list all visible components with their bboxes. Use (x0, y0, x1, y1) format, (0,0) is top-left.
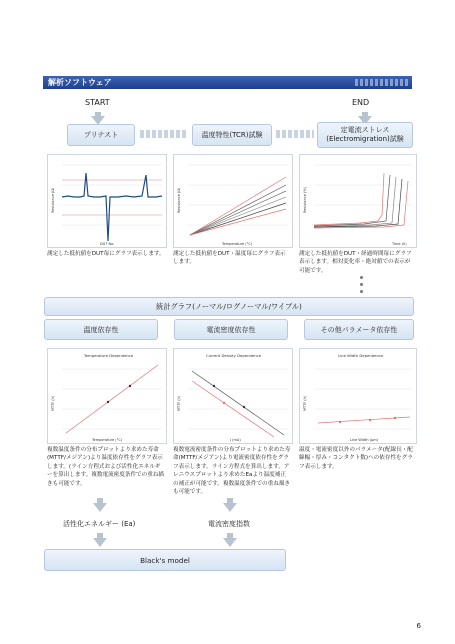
chart-line-width-dependence-svg (300, 349, 416, 443)
flow-box-em-label: 定電流ストレス (Electromigration)試験 (326, 126, 404, 143)
chart-temperature-dependence-svg (48, 349, 166, 443)
end-label: END (352, 98, 370, 107)
chart-tcr (173, 154, 293, 248)
start-label: START (85, 98, 110, 107)
flow-box-current-dependence (174, 319, 288, 340)
data-point (223, 402, 225, 404)
arrow-to-ea (93, 503, 107, 512)
caption-temperature-dependence: 複数温度条件の分布プロットより求めた寿命(MTTF/メジアン)より温度依存性をグラフ表示します。(ライン方程式および活性化エネルギーを算出します。複数電流密度条件での重ね描きも可能です。 (47, 447, 165, 487)
flow-box-pretest-label: プリテスト (83, 131, 119, 139)
fit-line-1 (192, 371, 284, 435)
stat-graph-banner (44, 297, 414, 316)
data-point (394, 417, 396, 419)
data-point (107, 401, 109, 403)
chart-current-density-dependence-title: Current Density Dependence (206, 353, 262, 358)
chart-line-width-dependence-ylabel: MTTF (h) (303, 395, 307, 411)
caption-current-density-dependence: 複数電流密度条件の分布プロットより求めた寿命(MTTF/メジアン)より電流密度依存性をグラフ表示します。ライン方程式を算出します。アレニウスプロットより求めたEaより温度補正の補正が可能です。複数温度条件での重ね描きも可能です。 (173, 447, 291, 496)
fit-line (66, 365, 158, 433)
em-series (314, 173, 408, 228)
flow-box-other-dependence-label: その他パラメータ依存性 (320, 325, 398, 334)
flow-box-tcr (192, 124, 272, 146)
continuation-dot-2 (360, 283, 363, 286)
chart-temperature-dependence-title: Temperature Dependence (84, 353, 134, 358)
data-point (213, 385, 215, 387)
chart-tcr-ylabel: Resistance (Ω) (177, 187, 181, 213)
fit-line (318, 417, 410, 423)
chart-pretest-ylabel: Resistance (Ω) (51, 187, 55, 213)
caption-tcr: 測定した抵抗値をDUT・温度毎にグラフ表示します。 (173, 251, 286, 266)
chart-temperature-dependence-xlabel: Temperature (°C) (92, 438, 123, 442)
chart-em (299, 154, 417, 248)
section-title: 解析ソフトウェア (48, 78, 112, 87)
stat-graph-banner-label: 統計グラフ(ノーマル/ログノーマル/ワイブル) (156, 301, 302, 311)
chart-current-density-dependence-svg (174, 349, 292, 443)
data-point (369, 419, 371, 421)
flow-box-temp-dependence-label: 温度依存性 (83, 325, 119, 334)
flow-box-other-dependence (304, 319, 414, 340)
flow-box-tcr-label: 温度特性(TCR)試験 (201, 131, 263, 139)
result-activation-energy: 活性化エネルギー (Ea) (63, 520, 136, 528)
chart-em-svg (300, 155, 416, 247)
chart-tcr-xlabel: Temperature (°C) (222, 242, 253, 246)
continuation-dot-1 (360, 276, 363, 279)
chart-pretest (47, 154, 167, 248)
caption-line-width-dependence: 温度・電流密度以外のパラメータ(配線長・配線幅・厚み・コンタクト数)への依存性をグラフ表示します。 (299, 447, 413, 470)
flow-box-temp-dependence (44, 319, 158, 340)
data-point (339, 421, 341, 423)
flow-box-em (317, 122, 413, 148)
tcr-series (190, 177, 286, 235)
chart-em-ylabel: Resistance (%) (303, 186, 307, 213)
chart-line-width-dependence-xlabel: Line Width (μm) (350, 438, 379, 442)
arrow-to-black-2 (223, 538, 237, 547)
chart-temperature-dependence (47, 348, 167, 444)
data-point (129, 385, 131, 387)
flow-box-pretest (67, 124, 135, 146)
blacks-model-box (44, 549, 286, 571)
blacks-model-label: Black's model (140, 555, 190, 565)
chart-temperature-dependence-ylabel: MTTF (h) (51, 395, 55, 411)
data-point (243, 406, 245, 408)
flow-arrow-2 (276, 130, 314, 138)
page-number: 6 (416, 622, 421, 630)
result-current-density-exponent: 電流密度指数 (208, 520, 250, 528)
chart-tcr-svg (174, 155, 292, 247)
pretest-series (62, 173, 162, 241)
chart-em-xlabel: Time (h) (392, 242, 407, 246)
arrow-to-current-index (223, 503, 237, 512)
flow-arrow-1 (140, 130, 188, 138)
chart-current-density-dependence-ylabel: MTTF (h) (177, 395, 181, 411)
caption-em: 測定した抵抗値をDUT・経過時間毎にグラフ表示します。相対変化率・絶対値での表示が可能です。 (299, 251, 412, 274)
chart-current-density-dependence-xlabel: J (mA) (230, 438, 241, 442)
chart-pretest-svg (48, 155, 166, 247)
chart-line-width-dependence-title: Line Width Dependence (338, 353, 384, 358)
arrow-to-black-1 (93, 538, 107, 547)
chart-line-width-dependence (299, 348, 417, 444)
flow-box-current-dependence-label: 電流密度依存性 (206, 325, 256, 334)
section-header-pattern (355, 79, 409, 86)
continuation-dot-3 (360, 290, 363, 293)
caption-pretest: 測定した抵抗値をDUT毎にグラフ表示します。 (47, 251, 165, 257)
chart-pretest-xlabel: DUT No. (100, 242, 115, 246)
chart-current-density-dependence (173, 348, 293, 444)
